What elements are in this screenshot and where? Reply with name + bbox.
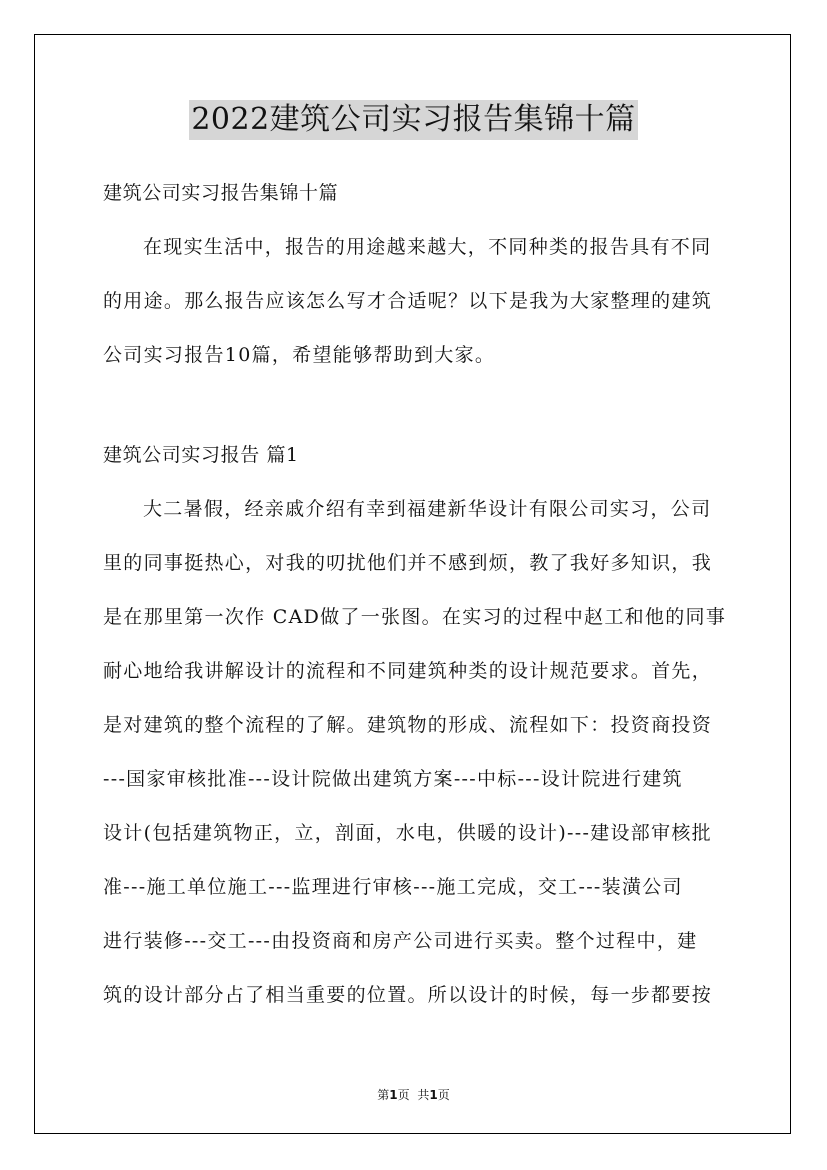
intro-line-1: 在现实生活中，报告的用途越来越大，不同种类的报告具有不同: [143, 236, 712, 258]
document-title: 2022建筑公司实习报告集锦十篇: [189, 100, 637, 140]
body-line-4: 耐心地给我讲解设计的流程和不同建筑种类的设计规范要求。首先，: [103, 660, 713, 682]
footer-page-number: 1: [389, 1088, 398, 1102]
footer-total-prefix: 共: [417, 1088, 430, 1102]
paragraph-gap: [103, 390, 727, 436]
body-line-6: ---国家审核批准---设计院做出建筑方案---中标---设计院进行建筑: [103, 768, 683, 790]
body-line-3: 是在那里第一次作 CAD做了一张图。在实习的过程中赵工和他的同事: [103, 606, 727, 628]
title-area: [0, 100, 827, 140]
body-line-9: 进行装修---交工---由投资商和房产公司进行买卖。整个过程中，建: [103, 930, 698, 952]
footer-total-suffix: 页: [437, 1088, 450, 1102]
footer-page-suffix: 页: [397, 1088, 410, 1102]
section-heading: 建筑公司实习报告 篇1: [103, 444, 299, 466]
footer-page-prefix: 第: [377, 1088, 390, 1102]
body-line-10: 筑的设计部分占了相当重要的位置。所以设计的时候，每一步都要按: [103, 984, 713, 1006]
footer-total-pages: 1: [429, 1088, 438, 1102]
body-line-2: 里的同事挺热心，对我的叨扰他们并不感到烦，教了我好多知识，我: [103, 552, 713, 574]
document-subtitle: 建筑公司实习报告集锦十篇: [103, 182, 339, 204]
body-line-7: 设计(包括建筑物正，立，剖面，水电，供暖的设计)---建设部审核批: [103, 822, 712, 844]
page-footer: [0, 1086, 827, 1103]
body-line-8: 准---施工单位施工---监理进行审核---施工完成，交工---装潢公司: [103, 876, 683, 898]
intro-line-3: 公司实习报告10篇，希望能够帮助到大家。: [103, 344, 496, 366]
body-line-1: 大二暑假，经亲戚介绍有幸到福建新华设计有限公司实习，公司: [143, 498, 712, 520]
document-body: [103, 174, 727, 1030]
intro-line-2: 的用途。那么报告应该怎么写才合适呢？以下是我为大家整理的建筑: [103, 290, 713, 312]
body-line-5: 是对建筑的整个流程的了解。建筑物的形成、流程如下：投资商投资: [103, 714, 713, 736]
